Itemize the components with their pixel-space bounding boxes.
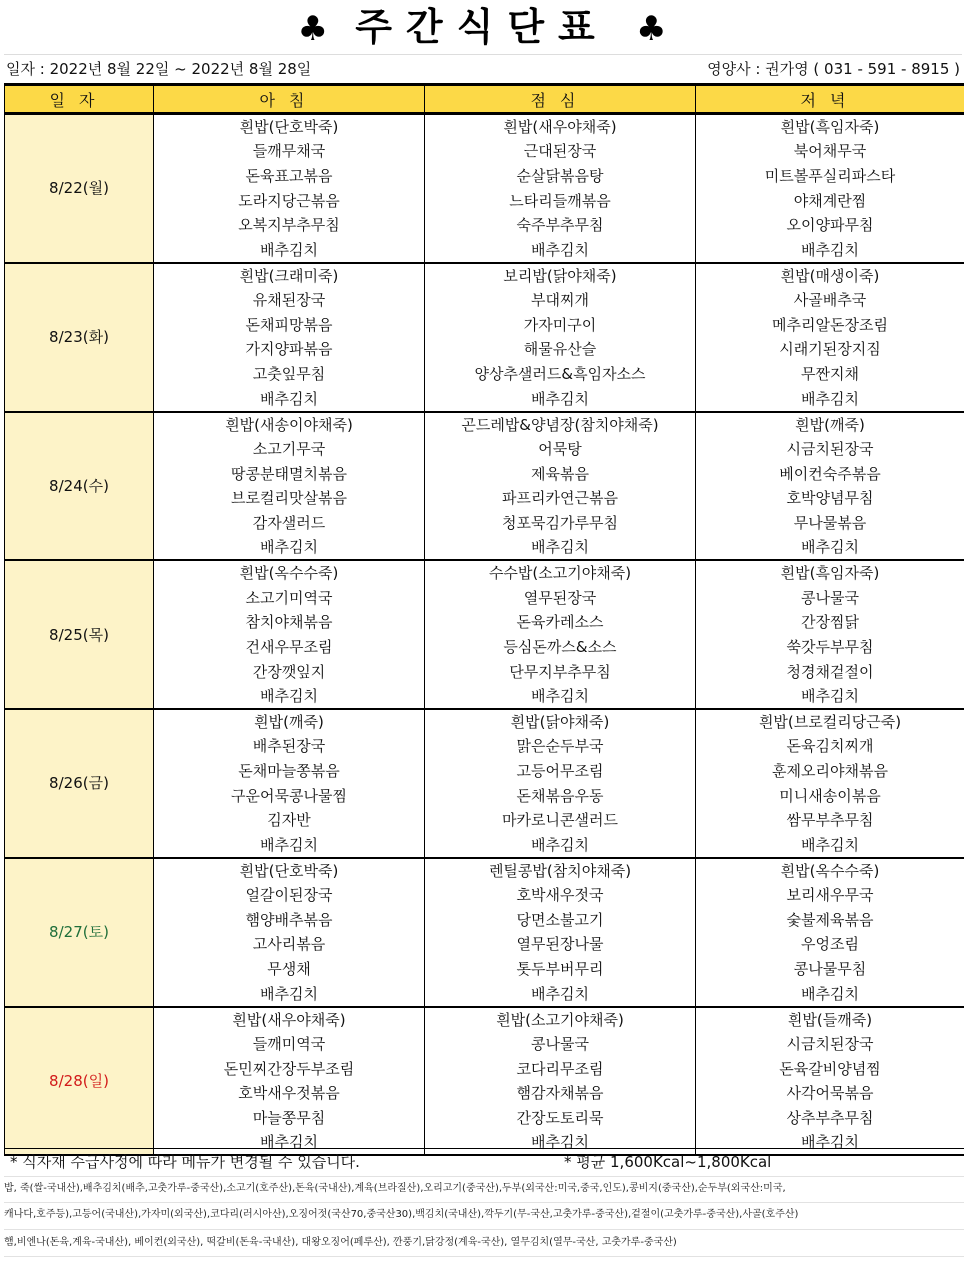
lunch-item: 단무지부추무침 — [425, 659, 696, 684]
breakfast-item: 돈채마늘쫑볶음 — [154, 759, 425, 784]
dinner-item: 야채계란찜 — [696, 188, 964, 213]
lunch-item: 코다리무조림 — [425, 1056, 696, 1081]
breakfast-item: 흰밥(크래미죽) — [154, 263, 425, 288]
lunch-item: 파프리카연근볶음 — [425, 486, 696, 511]
column-header-breakfast: 아침 — [154, 85, 425, 114]
lunch-item: 열무된장국 — [425, 585, 696, 610]
breakfast-item: 돈육표고볶음 — [154, 164, 425, 189]
menu-change-note: * 식자재 수급사정에 따라 메뉴가 변경될 수 있습니다. — [10, 1153, 360, 1171]
breakfast-item: 흰밥(단호박죽) — [154, 858, 425, 883]
breakfast-item: 유채된장국 — [154, 288, 425, 313]
breakfast-item: 소고기무국 — [154, 437, 425, 462]
dinner-item: 상추부추무침 — [696, 1106, 964, 1131]
breakfast-item: 마늘쫑무침 — [154, 1106, 425, 1131]
dinner-item: 배추김치 — [696, 833, 964, 858]
dinner-item: 청경채겉절이 — [696, 659, 964, 684]
lunch-item: 고등어무조림 — [425, 759, 696, 784]
lunch-item: 곤드레밥&양념장(참치야채죽) — [425, 412, 696, 437]
dinner-item: 콩나물국 — [696, 585, 964, 610]
breakfast-item: 김자반 — [154, 808, 425, 833]
lunch-item: 등심돈까스&소스 — [425, 635, 696, 660]
date-cell: 8/26(금) — [5, 709, 154, 858]
lunch-item: 배추김치 — [425, 387, 696, 412]
dinner-item: 오이양파무침 — [696, 213, 964, 238]
breakfast-item: 배추김치 — [154, 238, 425, 263]
lunch-item: 햄감자채볶음 — [425, 1081, 696, 1106]
dinner-item: 콩나물무침 — [696, 957, 964, 982]
breakfast-item: 오복지부추무침 — [154, 213, 425, 238]
breakfast-item: 호박새우젓볶음 — [154, 1081, 425, 1106]
dinner-item: 보리새우무국 — [696, 883, 964, 908]
breakfast-item: 브로컬리맛살볶음 — [154, 486, 425, 511]
breakfast-item: 감자샐러드 — [154, 511, 425, 536]
table-row — [5, 1007, 964, 1032]
column-header-lunch: 점심 — [425, 85, 696, 114]
dinner-item: 배추김치 — [696, 387, 964, 412]
lunch-item: 순살닭볶음탕 — [425, 164, 696, 189]
breakfast-item: 고사리볶음 — [154, 932, 425, 957]
dinner-item: 간장찜닭 — [696, 610, 964, 635]
dinner-item: 배추김치 — [696, 1130, 964, 1155]
breakfast-item: 들깨미역국 — [154, 1032, 425, 1057]
lunch-item: 간장도토리묵 — [425, 1106, 696, 1131]
dinner-item: 시금치된장국 — [696, 437, 964, 462]
breakfast-item: 돈채피망볶음 — [154, 312, 425, 337]
breakfast-item: 가지양파볶음 — [154, 337, 425, 362]
lunch-item: 돈채볶음우동 — [425, 783, 696, 808]
breakfast-item: 구운어묵콩나물찜 — [154, 783, 425, 808]
nutritionist: 영양사 : 권가영 ( 031 - 591 - 8915 ) — [707, 60, 960, 78]
dinner-item: 흰밥(들깨죽) — [696, 1007, 964, 1032]
date-range: 일자 : 2022년 8월 22일 ~ 2022년 8월 28일 — [6, 60, 312, 78]
dinner-item: 배추김치 — [696, 535, 964, 560]
club-icon: ♣ — [297, 9, 328, 49]
breakfast-item: 배추김치 — [154, 684, 425, 709]
dinner-item: 베이컨숙주볶음 — [696, 461, 964, 486]
dinner-item: 흰밥(브로컬리당근죽) — [696, 709, 964, 734]
dinner-item: 배추김치 — [696, 684, 964, 709]
divider — [4, 1229, 964, 1230]
club-icon: ♣ — [636, 9, 667, 49]
dinner-item: 돈육갈비양념찜 — [696, 1056, 964, 1081]
lunch-item: 마카로니콘샐러드 — [425, 808, 696, 833]
lunch-item: 배추김치 — [425, 833, 696, 858]
lunch-item: 보리밥(닭야채죽) — [425, 263, 696, 288]
dinner-item: 우엉조림 — [696, 932, 964, 957]
table-row — [5, 114, 964, 140]
dinner-item: 배추김치 — [696, 238, 964, 263]
breakfast-item: 햄양배추볶음 — [154, 907, 425, 932]
breakfast-item: 도라지당근볶음 — [154, 188, 425, 213]
date-cell: 8/28(일) — [5, 1007, 154, 1156]
info-bar — [4, 54, 962, 82]
dinner-item: 시래기된장지짐 — [696, 337, 964, 362]
breakfast-item: 흰밥(깨죽) — [154, 709, 425, 734]
origin-line: 햄,비엔나(돈육,계육-국내산), 베이컨(외국산), 떡갈비(돈육-국내산), 대왕오징어(페루산), 깐풍기,닭강정(계육-국산), 열무김치(열무-국산, 고춧가루-중국산) — [4, 1237, 677, 1248]
breakfast-item: 무생채 — [154, 957, 425, 982]
lunch-item: 배추김치 — [425, 238, 696, 263]
dinner-item: 흰밥(깨죽) — [696, 412, 964, 437]
breakfast-item: 흰밥(단호박죽) — [154, 114, 425, 140]
breakfast-item: 배추김치 — [154, 387, 425, 412]
divider — [4, 1176, 964, 1177]
breakfast-item: 흰밥(옥수수죽) — [154, 560, 425, 585]
menu-table — [4, 83, 964, 1156]
lunch-item: 배추김치 — [425, 684, 696, 709]
breakfast-item: 배추김치 — [154, 833, 425, 858]
date-cell: 8/22(월) — [5, 114, 154, 263]
dinner-item: 사각어묵볶음 — [696, 1081, 964, 1106]
table-row — [5, 858, 964, 883]
lunch-item: 수수밥(소고기야채죽) — [425, 560, 696, 585]
menu-body — [5, 114, 964, 1156]
lunch-item: 톳두부버무리 — [425, 957, 696, 982]
dinner-item: 훈제오리야채볶음 — [696, 759, 964, 784]
lunch-item: 렌틸콩밥(참치야채죽) — [425, 858, 696, 883]
notes-bar — [4, 1148, 964, 1174]
calorie-note: * 평균 1,600Kcal~1,800Kcal — [564, 1153, 772, 1171]
dinner-item: 시금치된장국 — [696, 1032, 964, 1057]
date-cell: 8/23(화) — [5, 263, 154, 412]
dinner-item: 흰밥(흑임자죽) — [696, 560, 964, 585]
breakfast-item: 얼갈이된장국 — [154, 883, 425, 908]
lunch-item: 근대된장국 — [425, 139, 696, 164]
table-row — [5, 709, 964, 734]
dinner-item: 미트볼푸실리파스타 — [696, 164, 964, 189]
lunch-item: 열무된장나물 — [425, 932, 696, 957]
dinner-item: 사골배추국 — [696, 288, 964, 313]
breakfast-item: 간장깻잎지 — [154, 659, 425, 684]
lunch-item: 청포묵김가루무침 — [425, 511, 696, 536]
dinner-item: 배추김치 — [696, 982, 964, 1007]
dinner-item: 흰밥(매생이죽) — [696, 263, 964, 288]
dinner-item: 북어채무국 — [696, 139, 964, 164]
origin-line: 캐나다,호주등),고등어(국내산),가자미(외국산),코다리(러시아산),오징어젓(국산70,중국산30),백김치(국내산),깍두기(무-국산,고춧가루-중국산),겉절이(고춧가루-중국산),사골(호주산) — [4, 1209, 799, 1220]
lunch-item: 부대찌개 — [425, 288, 696, 313]
table-row — [5, 560, 964, 585]
dinner-item: 흰밥(흑임자죽) — [696, 114, 964, 140]
breakfast-item: 들깨무채국 — [154, 139, 425, 164]
lunch-item: 해물유산슬 — [425, 337, 696, 362]
date-cell: 8/27(토) — [5, 858, 154, 1007]
header-row — [5, 85, 964, 114]
dinner-item: 미니새송이볶음 — [696, 783, 964, 808]
lunch-item: 흰밥(소고기야채죽) — [425, 1007, 696, 1032]
dinner-item: 쌈무부추무침 — [696, 808, 964, 833]
breakfast-item: 소고기미역국 — [154, 585, 425, 610]
lunch-item: 배추김치 — [425, 982, 696, 1007]
page-title — [0, 0, 964, 52]
divider — [4, 1256, 964, 1257]
lunch-item: 어묵탕 — [425, 437, 696, 462]
dinner-item: 무나물볶음 — [696, 511, 964, 536]
dinner-item: 돈육김치찌개 — [696, 734, 964, 759]
dinner-item: 흰밥(옥수수죽) — [696, 858, 964, 883]
title-text: 주간식단표 — [355, 5, 609, 49]
dinner-item: 숯불제육볶음 — [696, 907, 964, 932]
breakfast-item: 건새우무조림 — [154, 635, 425, 660]
dinner-item: 쑥갓두부무침 — [696, 635, 964, 660]
breakfast-item: 배추김치 — [154, 982, 425, 1007]
lunch-item: 배추김치 — [425, 1130, 696, 1155]
origin-line: 밥, 죽(쌀-국내산),배추김치(배추,고춧가루-중국산),소고기(호주산),돈육(국내산),계육(브라질산),오리고기(중국산),두부(외국산:미국,중국,인도),콩비지(중국산),순두부(외국산:미국, — [4, 1183, 786, 1194]
breakfast-item: 배추김치 — [154, 535, 425, 560]
lunch-item: 제육볶음 — [425, 461, 696, 486]
dinner-item: 호박양념무침 — [696, 486, 964, 511]
breakfast-item: 배추김치 — [154, 1130, 425, 1155]
breakfast-item: 흰밥(새송이야채죽) — [154, 412, 425, 437]
dinner-item: 무짠지채 — [696, 362, 964, 387]
lunch-item: 가자미구이 — [425, 312, 696, 337]
breakfast-item: 배추된장국 — [154, 734, 425, 759]
table-row — [5, 263, 964, 288]
date-cell: 8/24(수) — [5, 412, 154, 561]
divider — [4, 1202, 964, 1203]
table-row — [5, 412, 964, 437]
lunch-item: 흰밥(닭야채죽) — [425, 709, 696, 734]
date-cell: 8/25(목) — [5, 560, 154, 709]
breakfast-item: 고춧잎무침 — [154, 362, 425, 387]
breakfast-item: 참치야채볶음 — [154, 610, 425, 635]
lunch-item: 당면소불고기 — [425, 907, 696, 932]
lunch-item: 맑은순두부국 — [425, 734, 696, 759]
breakfast-item: 땅콩분태멸치볶음 — [154, 461, 425, 486]
lunch-item: 돈육카레소스 — [425, 610, 696, 635]
lunch-item: 배추김치 — [425, 535, 696, 560]
lunch-item: 양상추샐러드&흑임자소스 — [425, 362, 696, 387]
lunch-item: 호박새우젓국 — [425, 883, 696, 908]
lunch-item: 느타리들깨볶음 — [425, 188, 696, 213]
breakfast-item: 흰밥(새우야채죽) — [154, 1007, 425, 1032]
lunch-item: 숙주부추무침 — [425, 213, 696, 238]
dinner-item: 메추리알돈장조림 — [696, 312, 964, 337]
lunch-item: 콩나물국 — [425, 1032, 696, 1057]
breakfast-item: 돈민찌간장두부조림 — [154, 1056, 425, 1081]
column-header-date: 일자 — [5, 85, 154, 114]
column-header-dinner: 저녁 — [696, 85, 964, 114]
lunch-item: 흰밥(새우야채죽) — [425, 114, 696, 140]
